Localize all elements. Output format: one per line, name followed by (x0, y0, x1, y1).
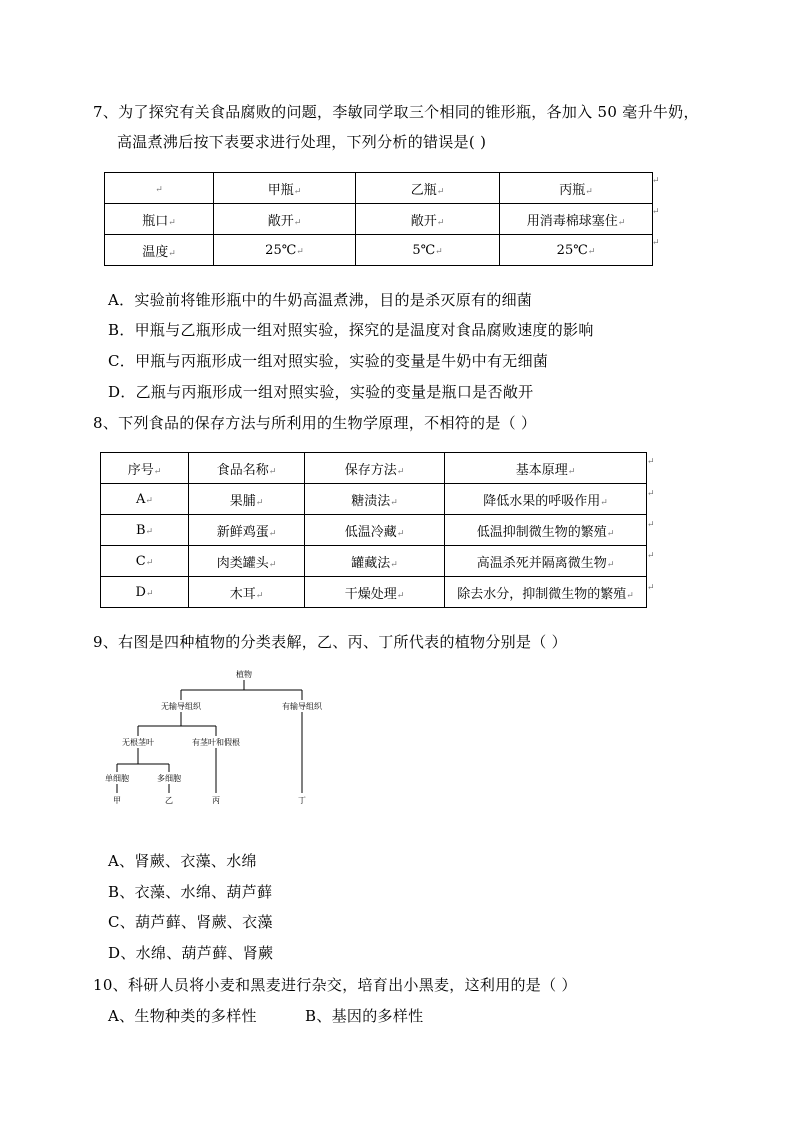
row-end-mark: ↵ (652, 238, 660, 248)
q7-cell: 敞开↵ (356, 204, 500, 235)
q8-header-cell: 保存方法↵ (305, 453, 445, 484)
q8-header-cell: 食品名称↵ (189, 453, 305, 484)
node-plant: 植物 (236, 670, 252, 679)
row-end-mark: ↵ (652, 176, 660, 186)
q8-cell: 降低水果的呼吸作用↵ (445, 484, 647, 515)
q10-option-a: A、生物种类的多样性 (108, 1007, 257, 1025)
leaf-ding: 丁 (298, 796, 306, 805)
q7-header-cell: ↵ (105, 173, 214, 204)
q7-cell: 用消毒棉球塞住↵ (500, 204, 653, 235)
row-end-mark: ↵ (647, 583, 655, 593)
q8-header-cell: 基本原理↵ (445, 453, 647, 484)
q8-cell: B↵ (101, 515, 189, 546)
q8-cell: 木耳↵ (189, 577, 305, 608)
q8-stem: 8、下列食品的保存方法与所利用的生物学原理，不相符的是（ ） (93, 414, 537, 432)
q8-cell: 低温冷藏↵ (305, 515, 445, 546)
node-stem-leaf-false-root: 有茎叶和假根 (192, 738, 240, 747)
q7-option-b: B．甲瓶与乙瓶形成一组对照实验，探究的是温度对食品腐败速度的影响 (108, 321, 594, 339)
q7-cell: 敞开↵ (214, 204, 356, 235)
q7-cell: 瓶口↵ (105, 204, 214, 235)
q8-cell: 除去水分，抑制微生物的繁殖↵ (445, 577, 647, 608)
row-end-mark: ↵ (647, 457, 655, 467)
q10-option-b: B、基因的多样性 (305, 1007, 424, 1025)
q7-stem-line1: 7、为了探究有关食品腐败的问题，李敏同学取三个相同的锥形瓶，各加入 50 毫升牛奶， (93, 103, 699, 121)
node-no-vascular: 无输导组织 (161, 702, 201, 711)
q8-cell: 肉类罐头↵ (189, 546, 305, 577)
q8-cell: 高温杀死并隔离微生物↵ (445, 546, 647, 577)
q9-stem: 9、右图是四种植物的分类表解，乙、丙、丁所代表的植物分别是（ ） (93, 633, 567, 651)
row-end-mark: ↵ (647, 551, 655, 561)
q7-header-cell: 丙瓶↵ (500, 173, 653, 204)
q7-option-a: A．实验前将锥形瓶中的牛奶高温煮沸，目的是杀灭原有的细菌 (108, 291, 533, 309)
q8-header-cell: 序号↵ (101, 453, 189, 484)
leaf-yi: 乙 (165, 796, 173, 805)
leaf-jia: 甲 (113, 796, 121, 805)
node-no-root-stem-leaf: 无根茎叶 (122, 738, 154, 747)
q9-option-d: D、水绵、葫芦藓、肾蕨 (108, 944, 274, 962)
q7-cell: 5℃↵ (356, 235, 500, 266)
q7-header-cell: 甲瓶↵ (214, 173, 356, 204)
q8-cell: D↵ (101, 577, 189, 608)
q8-cell: 果脯↵ (189, 484, 305, 515)
q8-cell: A↵ (101, 484, 189, 515)
q7-cell: 温度↵ (105, 235, 214, 266)
row-end-mark: ↵ (652, 207, 660, 217)
q7-option-c: C．甲瓶与丙瓶形成一组对照实验，实验的变量是牛奶中有无细菌 (108, 352, 549, 370)
q8-cell: 干燥处理↵ (305, 577, 445, 608)
q9-option-a: A、肾蕨、衣藻、水绵 (108, 852, 257, 870)
node-has-vascular: 有输导组织 (282, 702, 322, 711)
q7-cell: 25℃↵ (214, 235, 356, 266)
q7-header-cell: 乙瓶↵ (356, 173, 500, 204)
q9-option-b: B、衣藻、水绵、葫芦藓 (108, 883, 273, 901)
row-end-mark: ↵ (647, 520, 655, 530)
q8-cell: 低温抑制微生物的繁殖↵ (445, 515, 647, 546)
node-multicellular: 多细胞 (157, 774, 181, 783)
q7-stem-line2: 高温煮沸后按下表要求进行处理，下列分析的错误是( ) (117, 133, 487, 151)
q10-stem: 10、科研人员将小麦和黑麦进行杂交，培育出小黑麦，这利用的是（ ） (93, 976, 577, 994)
q7-cell: 25℃↵ (500, 235, 653, 266)
q9-option-c: C、葫芦藓、肾蕨、衣藻 (108, 913, 273, 931)
q8-cell: 新鲜鸡蛋↵ (189, 515, 305, 546)
node-unicellular: 单细胞 (105, 774, 129, 783)
q8-cell: 糖渍法↵ (305, 484, 445, 515)
leaf-bing: 丙 (212, 796, 220, 805)
q7-option-d: D．乙瓶与丙瓶形成一组对照实验，实验的变量是瓶口是否敞开 (108, 383, 534, 401)
q8-cell: 罐藏法↵ (305, 546, 445, 577)
row-end-mark: ↵ (647, 489, 655, 499)
q8-cell: C↵ (101, 546, 189, 577)
